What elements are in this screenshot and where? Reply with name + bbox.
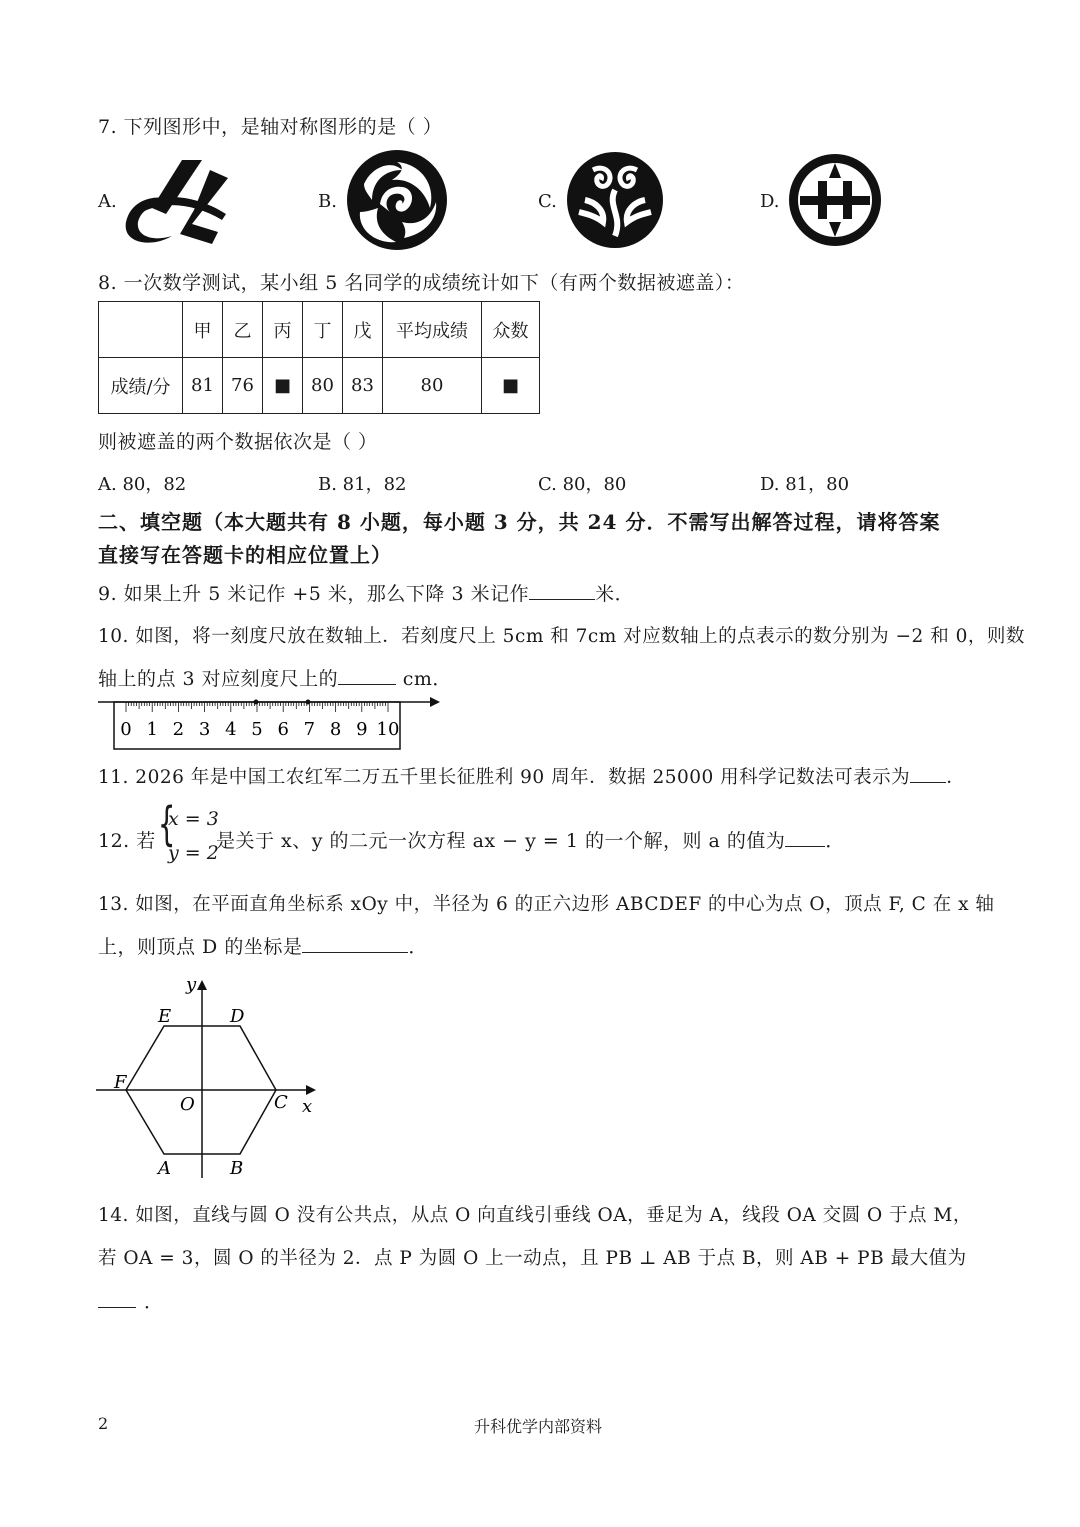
q7-figure-a-swoosh-icon	[122, 152, 234, 248]
table-cell-masked: ■	[482, 358, 540, 414]
table-cell: 81	[183, 358, 223, 414]
q14-answer-blank	[98, 1293, 136, 1308]
ruler-label: 0	[120, 719, 132, 740]
ruler-label: 6	[277, 719, 289, 740]
q9-text	[98, 579, 634, 606]
q7-option-b-label: B.	[318, 191, 337, 212]
table-cell-masked: ■	[263, 358, 303, 414]
table-cell: 83	[343, 358, 383, 414]
q10-unit: cm．	[402, 668, 452, 690]
q8-option-b: B. 81，82	[318, 474, 407, 495]
q13-hexagon-figure	[94, 974, 326, 1184]
table-row	[99, 302, 540, 358]
q13-line2	[98, 932, 428, 959]
ruler-label: 2	[172, 719, 185, 740]
table-header-cell: 甲	[183, 302, 223, 358]
q10-line1: 10. 如图，将一刻度尺放在数轴上．若刻度尺上 5cm 和 7cm 对应数轴上的点表示的数分别为 −2 和 0，则数	[98, 626, 1025, 647]
q7-stem: 7. 下列图形中，是轴对称图形的是（ ）	[98, 116, 443, 138]
q8-option-a: A. 80，82	[98, 474, 187, 495]
table-header-cell: 丁	[303, 302, 343, 358]
label-d: D	[230, 1006, 245, 1027]
label-f: F	[114, 1072, 127, 1093]
q14-line2: 若 OA = 3，圆 O 的半径为 2．点 P 为圆 O 上一动点，且 PB ⊥ AB 于点 B，则 AB + PB 最大值为	[98, 1248, 967, 1269]
q14-line1: 14. 如图，直线与圆 O 没有公共点，从点 O 向直线引垂线 OA，垂足为 A，线段 OA 交圆 O 于点 M，	[98, 1205, 972, 1226]
q12-stem: 是关于 x、y 的二元一次方程 ax − y = 1 的一个解，则 a 的值为	[216, 830, 786, 852]
ruler-label: 8	[329, 719, 342, 740]
ruler-label: 1	[146, 719, 158, 740]
q10-stem: 轴上的点 3 对应刻度尺上的	[98, 668, 339, 690]
q7-option-d-label: D.	[760, 191, 780, 212]
q14-end: ．	[144, 1291, 164, 1313]
ruler-labels	[120, 719, 399, 740]
q12-answer-blank	[785, 832, 825, 847]
q13-line1: 13. 如图，在平面直角坐标系 xOy 中，半径为 6 的正六边形 ABCDEF 的中心为点 O，顶点 F, C 在 x 轴	[98, 894, 995, 915]
q11-answer-blank	[910, 768, 946, 783]
q9-answer-blank	[529, 585, 595, 600]
ruler-label: 4	[225, 719, 237, 740]
table-cell: 80	[383, 358, 482, 414]
footer-label: 升科优学内部资料	[474, 1417, 603, 1436]
q7-figure-b-phoenix-icon	[344, 150, 450, 250]
q7-figure-c-cloud-icon	[565, 150, 665, 250]
q7-option-a-label: A.	[98, 191, 117, 212]
table-row	[99, 358, 540, 414]
ruler-ticks	[126, 702, 388, 712]
q13-end: ．	[408, 936, 428, 958]
table-header-cell	[99, 302, 183, 358]
label-e: E	[158, 1006, 172, 1027]
ruler-label: 7	[303, 719, 316, 740]
q7-figure-d-emblem-icon	[786, 152, 884, 248]
table-header-cell: 戊	[343, 302, 383, 358]
q10-line2	[98, 664, 452, 691]
q12-text	[216, 826, 845, 853]
q8-option-d: D. 81，80	[760, 474, 850, 495]
table-cell: 成绩/分	[99, 358, 183, 414]
q13-answer-blank	[302, 938, 408, 953]
q12-prefix: 12. 若	[98, 830, 156, 852]
section-heading-line1: 二、填空题（本大题共有 8 小题，每小题 3 分，共 24 分．不需写出解答过程，请将答案	[98, 510, 941, 534]
q8-question: 则被遮盖的两个数据依次是（ ）	[98, 431, 378, 453]
q12-equation-1: x = 3	[168, 808, 219, 830]
table-header-cell: 平均成绩	[383, 302, 482, 358]
table-header-cell: 丙	[263, 302, 303, 358]
q12-brace-icon: {	[157, 797, 176, 851]
table-cell: 76	[223, 358, 263, 414]
label-o: O	[180, 1094, 195, 1115]
label-y: y	[186, 974, 197, 995]
q14-line3	[98, 1287, 164, 1314]
q7-option-c-label: C.	[538, 191, 557, 212]
q8-score-table	[98, 301, 540, 414]
table-header-cell: 乙	[223, 302, 263, 358]
page-number: 2	[98, 1414, 109, 1433]
y-axis-arrow-icon	[197, 980, 207, 990]
q9-unit: 米．	[595, 583, 635, 605]
q12-equation-2: y = 2	[168, 842, 219, 864]
q10-ruler-figure	[96, 692, 446, 754]
label-b: B	[230, 1158, 244, 1179]
label-c: C	[274, 1092, 288, 1113]
section-heading-line2: 直接写在答题卡的相应位置上）	[98, 543, 392, 567]
axis-arrow-icon	[430, 697, 440, 707]
ruler-label: 3	[198, 719, 211, 740]
q12-end: ．	[825, 830, 845, 852]
q11-end: ．	[946, 767, 966, 788]
q13-stem: 上，则顶点 D 的坐标是	[98, 936, 303, 958]
q11-text	[98, 763, 965, 789]
q11-stem: 11. 2026 年是中国工农红军二万五千里长征胜利 90 周年．数据 25000 用科学记数法可表示为	[98, 767, 911, 788]
ruler-label: 9	[356, 719, 368, 740]
q8-option-c: C. 80，80	[538, 474, 627, 495]
label-x: x	[302, 1096, 313, 1117]
x-axis-arrow-icon	[306, 1085, 316, 1095]
table-cell: 80	[303, 358, 343, 414]
table-header-cell: 众数	[482, 302, 540, 358]
q9-stem: 9. 如果上升 5 米记作 +5 米，那么下降 3 米记作	[98, 583, 530, 605]
ruler-label: 5	[251, 719, 263, 740]
q10-answer-blank	[338, 670, 396, 685]
q8-stem: 8. 一次数学测试，某小组 5 名同学的成绩统计如下（有两个数据被遮盖）：	[98, 272, 745, 294]
label-a: A	[158, 1158, 171, 1179]
ruler-label: 10	[376, 719, 400, 740]
